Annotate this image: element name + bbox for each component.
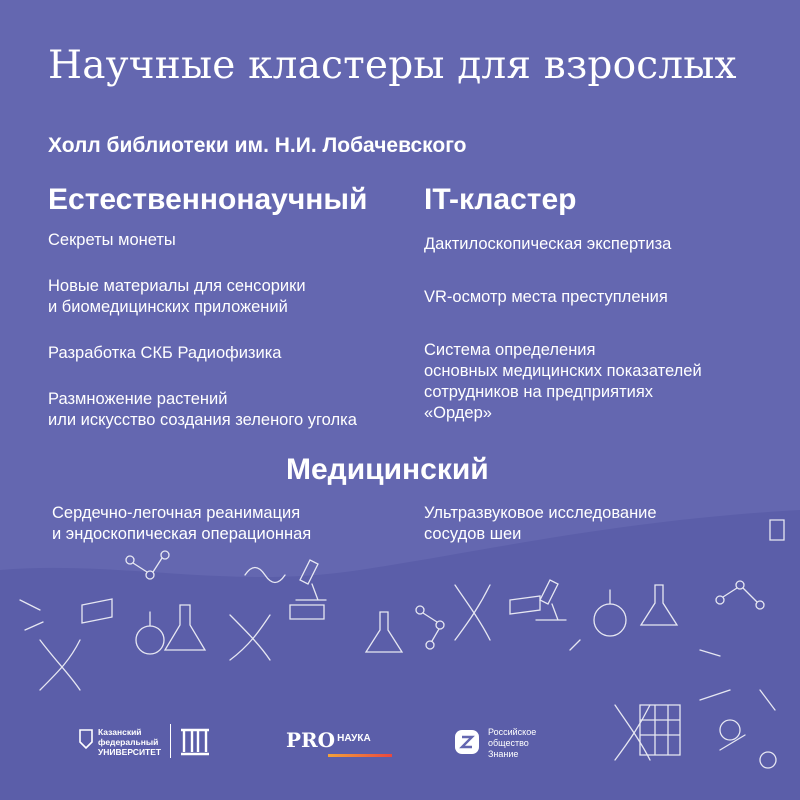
natural-item: Размножение растений или искусство создания зеленого уголка bbox=[48, 390, 357, 429]
znanie-z-icon bbox=[454, 729, 480, 755]
natural-item: Новые материалы для сенсорики и биомедицинских приложений bbox=[48, 277, 306, 316]
it-item: Дактилоскопическая экспертиза bbox=[424, 235, 672, 253]
znanie-logo-text: Российское общество Знание bbox=[488, 727, 537, 759]
medical-item: Ультразвуковое исследование сосудов шеи bbox=[424, 504, 657, 543]
logo-divider bbox=[170, 724, 171, 758]
natural-cluster bbox=[48, 182, 418, 456]
kfu-logo-text: Казанский федеральный УНИВЕРСИТЕТ bbox=[98, 727, 162, 757]
znanie-logo bbox=[454, 726, 574, 766]
pronauka-logo bbox=[286, 728, 371, 752]
kfu-emblem-icon bbox=[78, 728, 94, 750]
pronauka-logo-nauka: НАУКА bbox=[337, 733, 371, 744]
kfu-logo bbox=[78, 724, 228, 764]
medical-cluster-title: Медицинский bbox=[286, 453, 489, 486]
pronauka-logo-bar bbox=[328, 754, 392, 757]
pronauka-logo-pro: PRO bbox=[286, 728, 336, 752]
it-cluster bbox=[424, 182, 784, 456]
it-item: VR-осмотр места преступления bbox=[424, 288, 668, 306]
columns-icon bbox=[178, 724, 212, 758]
natural-item: Разработка СКБ Радиофизика bbox=[48, 344, 282, 362]
event-location: Холл библиотеки им. Н.И. Лобачевского bbox=[48, 134, 467, 157]
natural-cluster-title: Естественнонаучный bbox=[48, 183, 368, 216]
it-cluster-title: IT-кластер bbox=[424, 183, 577, 216]
partner-logos bbox=[0, 712, 800, 772]
medical-item: Сердечно-легочная реанимация и эндоскопическая операционная bbox=[52, 504, 312, 543]
it-item: Система определения основных медицинских показателей сотрудников на предприятиях «Ордер» bbox=[424, 341, 702, 422]
natural-item: Секреты монеты bbox=[48, 231, 176, 249]
page-title: Научные кластеры для взрослых bbox=[48, 43, 737, 88]
